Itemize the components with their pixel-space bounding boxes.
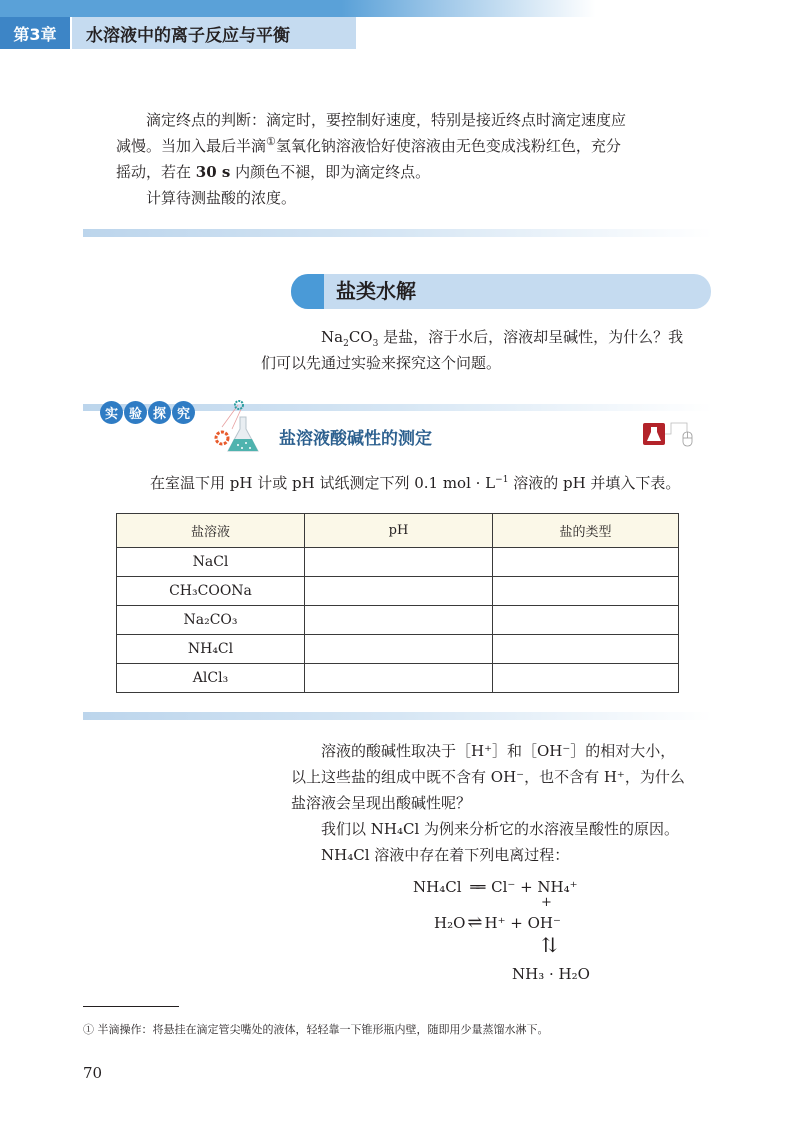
instruction-sup: −1 [495, 475, 509, 485]
eq-equals-arrow: ══ [470, 878, 483, 896]
intro-line-2b: 氢氧化钠溶液恰好使溶液由无色变成浅粉红色，充分 [275, 137, 621, 155]
section-intro [261, 324, 711, 376]
time-value: 30 s [195, 163, 231, 181]
column-header-salt: 盐溶液 [117, 514, 305, 548]
table-row [117, 635, 679, 664]
gear-flask-icon [208, 397, 268, 455]
analysis-line-2: 以上这些盐的组成中既不含有 OH⁻，也不含有 H⁺，为什么 [291, 768, 685, 786]
table-row [117, 606, 679, 635]
ph-cell[interactable] [305, 664, 493, 693]
formula-sub: 2 [343, 339, 349, 349]
table-row [117, 548, 679, 577]
tag-char: 究 [172, 401, 195, 424]
ph-cell[interactable] [305, 635, 493, 664]
eq-products: H⁺ + OH⁻ [484, 914, 561, 932]
instruction-text: 溶液的 pH 并填入下表。 [508, 474, 681, 492]
analysis-line-5: NH₄Cl 溶液中存在着下列电离过程： [321, 846, 570, 864]
tag-char: 探 [148, 401, 171, 424]
salt-cell: AlCl₃ [117, 664, 305, 693]
experiment-title: 盐溶液酸碱性的测定 [279, 429, 432, 449]
type-cell[interactable] [493, 606, 679, 635]
formula-part: CO [348, 328, 373, 346]
equation-2 [434, 912, 561, 933]
section-heading [291, 274, 711, 309]
column-header-type: 盐的类型 [493, 514, 679, 548]
footnote-marker[interactable]: ① [266, 135, 276, 148]
ph-cell[interactable] [305, 548, 493, 577]
eq-reactant: NH₄Cl [413, 878, 462, 896]
section-heading-cap [291, 274, 324, 309]
equation-1 [413, 878, 578, 896]
table-divider [83, 712, 713, 720]
lab-video-icon[interactable] [641, 420, 703, 450]
eq-reversible-arrow: ⇌ [467, 912, 483, 933]
intro-line-1: 滴定终点的判断：滴定时，要控制好速度，特别是接近终点时滴定速度应 [146, 111, 627, 129]
table-row [117, 577, 679, 606]
eq-plus: + [541, 895, 552, 910]
column-header-ph: pH [305, 514, 493, 548]
ph-cell[interactable] [305, 606, 493, 635]
intro-paragraph-2: 计算待测盐酸的浓度。 [146, 189, 297, 207]
vertical-reversible-arrow: ⇅ [541, 933, 558, 957]
equation-product: NH₃ · H₂O [512, 965, 590, 983]
eq-products: Cl⁻ + NH₄⁺ [491, 878, 578, 896]
tag-char: 实 [100, 401, 123, 424]
ph-cell[interactable] [305, 577, 493, 606]
salt-cell: NaCl [117, 548, 305, 577]
tag-char: 验 [124, 401, 147, 424]
intro-line-3b: 内颜色不褪，即为滴定终点。 [230, 163, 431, 181]
table-row [117, 664, 679, 693]
intro-paragraph [116, 107, 696, 185]
analysis-line-3: 盐溶液会呈现出酸碱性呢？ [291, 794, 472, 812]
table-header-row [117, 514, 679, 548]
salt-cell: CH₃COONa [117, 577, 305, 606]
experiment-instruction [150, 470, 710, 496]
type-cell[interactable] [493, 664, 679, 693]
type-cell[interactable] [493, 577, 679, 606]
analysis-line-1: 溶液的酸碱性取决于［H⁺］和［OH⁻］的相对大小， [321, 742, 676, 760]
type-cell[interactable] [493, 548, 679, 577]
chapter-title: 水溶液中的离子反应与平衡 [72, 17, 356, 49]
salt-ph-table [116, 513, 679, 693]
section-intro-text: 是盐，溶于水后，溶液却呈碱性，为什么？我 [378, 328, 684, 346]
formula-sub: 3 [372, 339, 379, 349]
section-title: 盐类水解 [336, 279, 416, 303]
footnote-rule [83, 1006, 179, 1007]
page-number: 70 [83, 1064, 103, 1082]
analysis-line-4: 我们以 NH₄Cl 为例来分析它的水溶液呈酸性的原因。 [321, 820, 680, 838]
salt-cell: Na₂CO₃ [117, 606, 305, 635]
header-gradient-bar [0, 0, 794, 17]
instruction-text: 在室温下用 pH 计或 pH 试纸测定下列 0.1 mol · L [150, 474, 496, 492]
footnote: ① 半滴操作：将悬挂在滴定管尖嘴处的液体，轻轻靠一下锥形瓶内壁，随即用少量蒸馏水淋下。 [83, 1023, 549, 1036]
salt-cell: NH₄Cl [117, 635, 305, 664]
section-divider [83, 229, 713, 237]
analysis-paragraph [291, 738, 716, 868]
eq-reactant: H₂O [434, 914, 466, 932]
intro-line-2a: 减慢。当加入最后半滴 [116, 137, 267, 155]
intro-line-3a: 摇动，若在 [116, 163, 196, 181]
experiment-tag [100, 401, 195, 424]
formula-part: Na [321, 328, 344, 346]
chapter-badge: 第3章 [0, 17, 70, 49]
section-intro-line-2: 们可以先通过实验来探究这个问题。 [261, 354, 502, 372]
type-cell[interactable] [493, 635, 679, 664]
